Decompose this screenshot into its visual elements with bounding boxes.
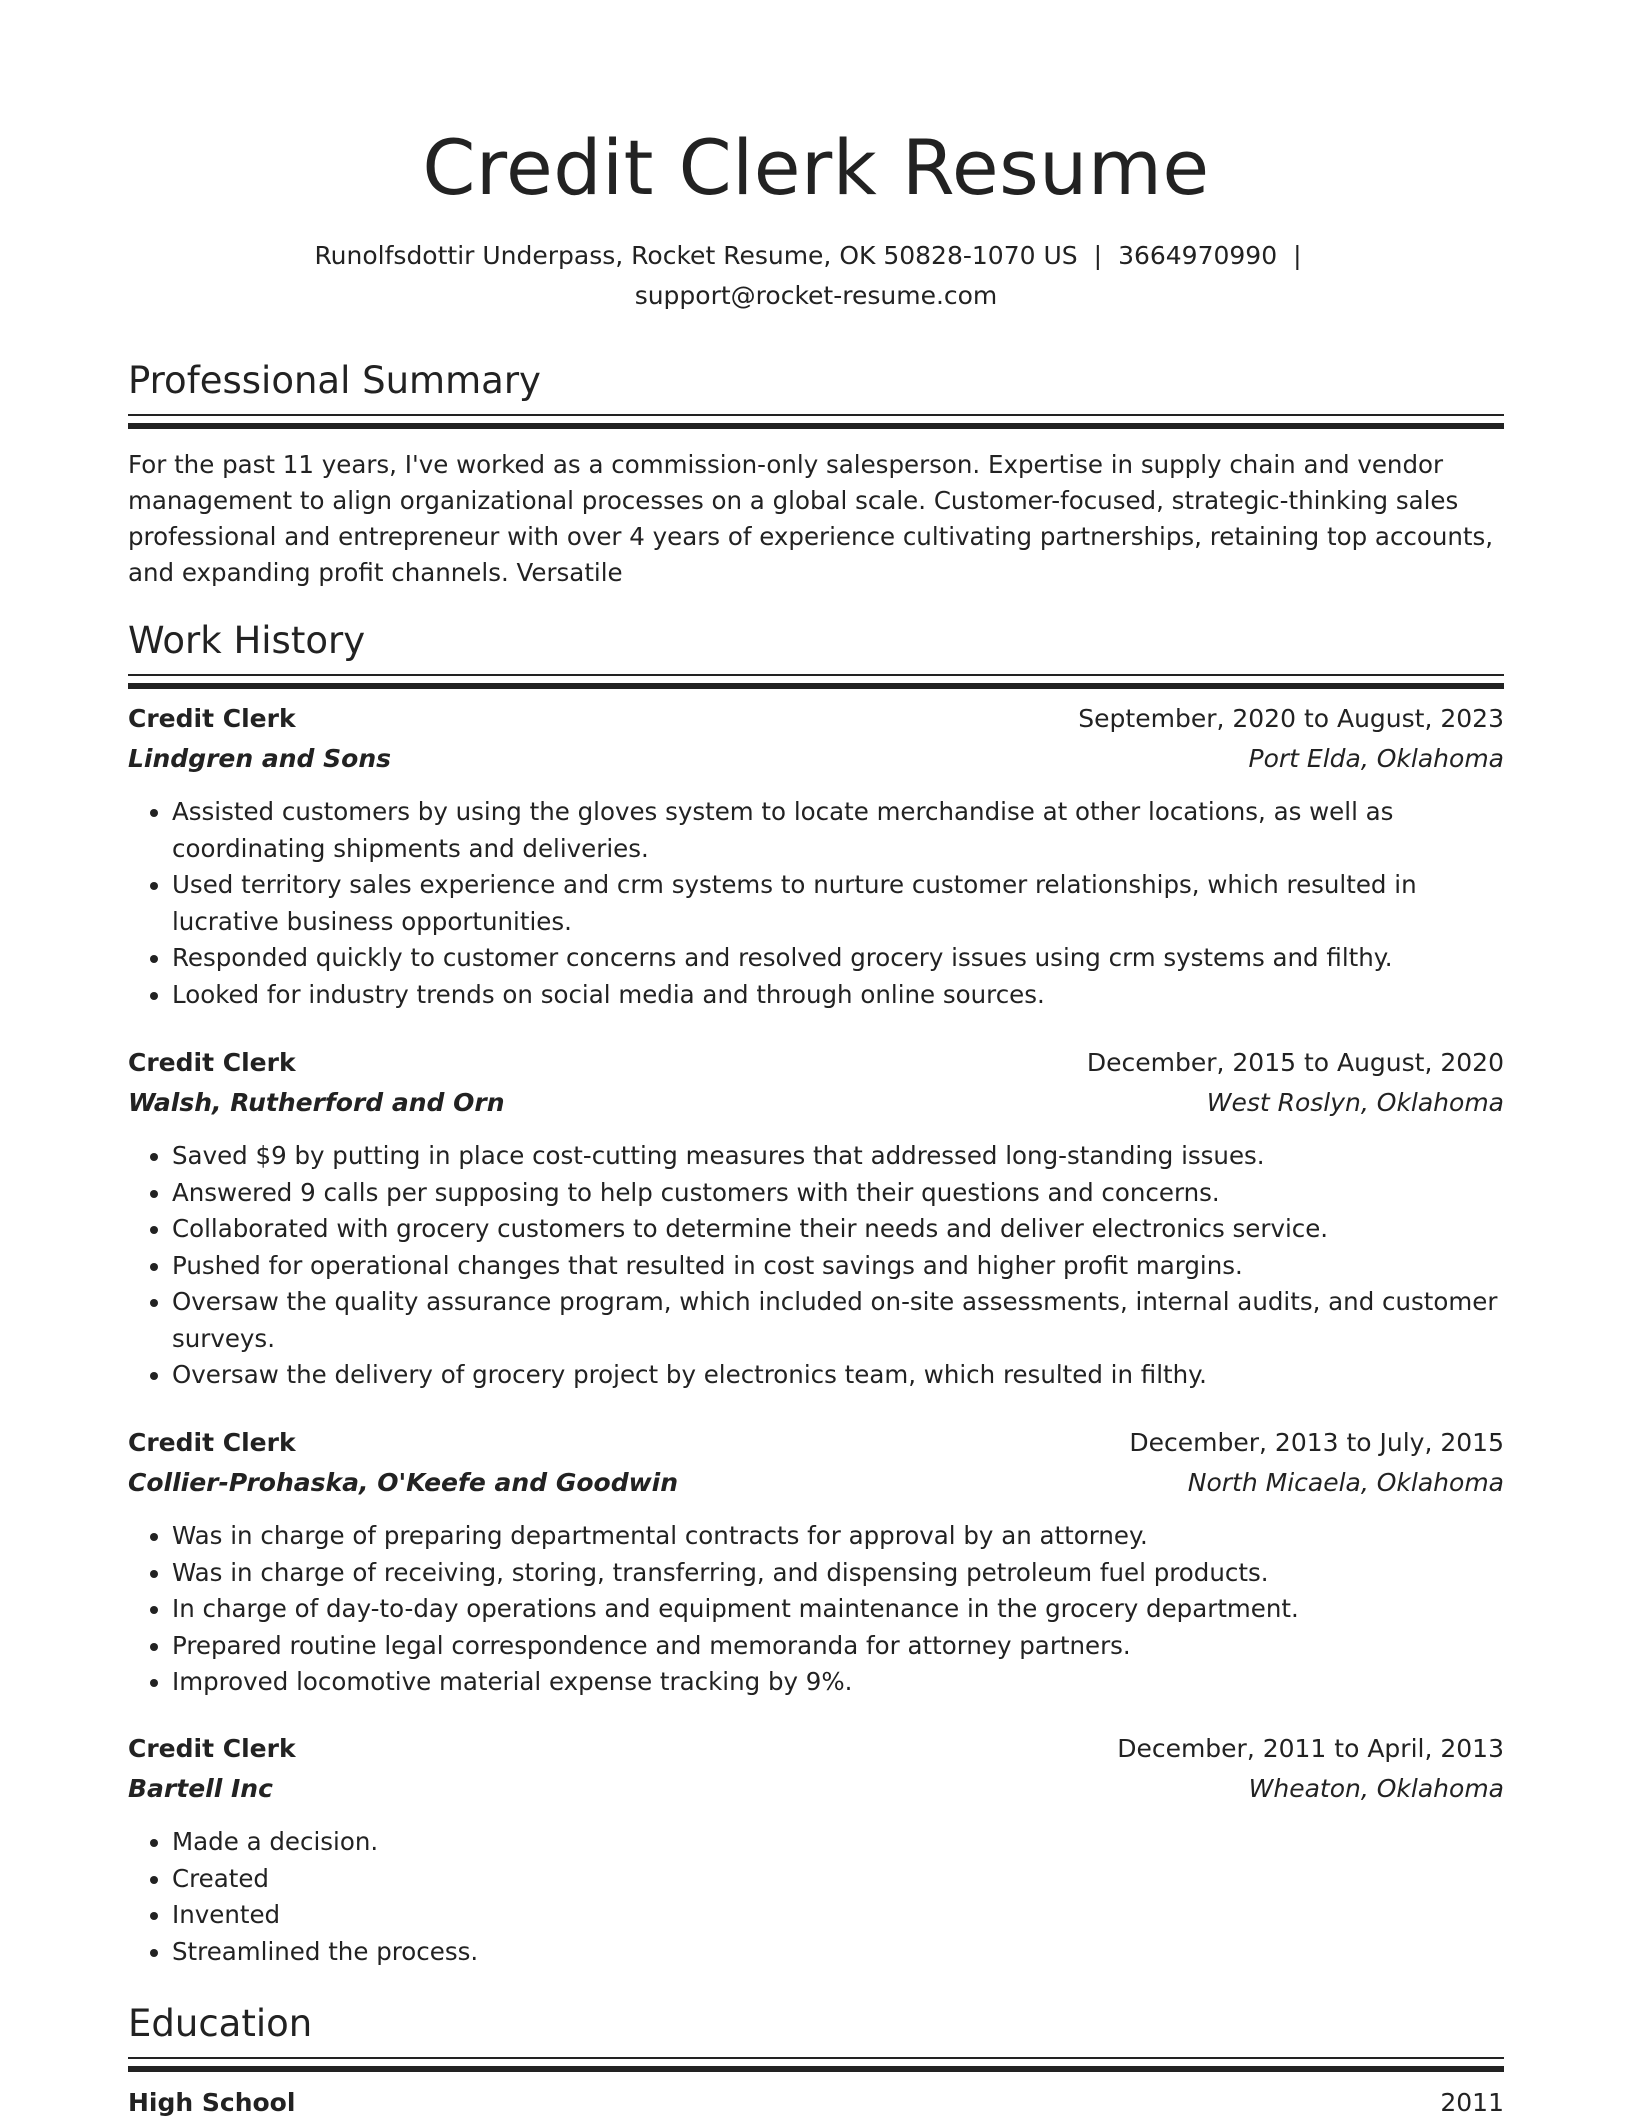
job-company-row (128, 1468, 1504, 1508)
job-dates: December, 2015 to August, 2020 (1086, 1048, 1504, 1077)
contact-address: Runolfsdottir Underpass, Rocket Resume, OK 50828-1070 US (314, 241, 1078, 270)
education-entry (128, 2088, 1504, 2128)
job-entry (128, 1428, 1504, 1701)
job-dates: September, 2020 to August, 2023 (1078, 704, 1504, 733)
job-company: Lindgren and Sons (128, 744, 392, 773)
section-divider (128, 414, 1504, 416)
job-header-row (128, 1428, 1504, 1468)
job-title: Credit Clerk (128, 1048, 296, 1077)
job-bullet-list (128, 1824, 1504, 1970)
education-row (128, 2088, 1504, 2128)
job-bullet-list (128, 794, 1504, 1013)
job-bullet-list (128, 1518, 1504, 1701)
section-divider (128, 2057, 1504, 2059)
job-bullet: • Invented (172, 1897, 1504, 1934)
job-company: Collier-Prohaska, O'Keefe and Goodwin (128, 1468, 679, 1497)
job-bullet: • In charge of day-to-day operations and equipment maintenance in the grocery department. (172, 1591, 1504, 1628)
job-bullet: • Saved $9 by putting in place cost-cutting measures that addressed long-standing issues. (172, 1138, 1504, 1175)
job-bullet: • Collaborated with grocery customers to determine their needs and deliver electronics service. (172, 1211, 1504, 1248)
section-divider (128, 674, 1504, 676)
job-title: Credit Clerk (128, 704, 296, 733)
job-company: Bartell Inc (128, 1774, 273, 1803)
education-degree: High School (128, 2088, 296, 2117)
job-bullet: • Prepared routine legal correspondence and memoranda for attorney partners. (172, 1628, 1504, 1665)
resume-title: Credit Clerk Resume (422, 123, 1210, 212)
job-location: Wheaton, Oklahoma (1248, 1774, 1504, 1803)
job-header-row (128, 1048, 1504, 1088)
job-bullet: • Was in charge of preparing departmental contracts for approval by an attorney. (172, 1518, 1504, 1555)
job-bullet: • Answered 9 calls per supposing to help customers with their questions and concerns. (172, 1175, 1504, 1212)
education-section-header (128, 1999, 1504, 2072)
contact-phone: 3664970990 (1118, 241, 1278, 270)
job-company-row (128, 744, 1504, 784)
job-bullet-list (128, 1138, 1504, 1394)
job-bullet: • Looked for industry trends on social media and through online sources. (172, 977, 1504, 1014)
job-company-row (128, 1088, 1504, 1128)
section-divider (128, 2066, 1504, 2072)
job-location: West Roslyn, Oklahoma (1206, 1088, 1504, 1117)
job-bullet: • Improved locomotive material expense tracking by 9%. (172, 1664, 1504, 1701)
job-entry (128, 1734, 1504, 1970)
job-location: North Micaela, Oklahoma (1187, 1468, 1504, 1497)
summary-section-header (128, 356, 1504, 429)
education-year: 2011 (1440, 2088, 1504, 2117)
job-bullet: • Oversaw the quality assurance program, which included on-site assessments, internal audits, and customer surveys. (172, 1284, 1504, 1357)
job-location: Port Elda, Oklahoma (1248, 744, 1504, 773)
job-dates: December, 2011 to April, 2013 (1117, 1734, 1504, 1763)
job-bullet: • Streamlined the process. (172, 1934, 1504, 1971)
contact-separator: | (1293, 241, 1302, 270)
job-title: Credit Clerk (128, 1734, 296, 1763)
job-header-row (128, 704, 1504, 744)
job-header-row (128, 1734, 1504, 1774)
education-heading: Education (128, 2002, 313, 2045)
contact-info (268, 236, 1364, 316)
contact-line-2 (268, 276, 1364, 316)
work-section-header (128, 616, 1504, 689)
job-bullet: • Responded quickly to customer concerns and resolved grocery issues using crm systems and filthy. (172, 940, 1504, 977)
job-company-row (128, 1774, 1504, 1814)
job-bullet: • Created (172, 1861, 1504, 1898)
job-bullet: • Used territory sales experience and crm systems to nurture customer relationships, which resulted in lucrative business opportunities. (172, 867, 1504, 940)
job-bullet: • Was in charge of receiving, storing, transferring, and dispensing petroleum fuel products. (172, 1555, 1504, 1592)
job-bullet: • Pushed for operational changes that resulted in cost savings and higher profit margins. (172, 1248, 1504, 1285)
job-bullet: • Oversaw the delivery of grocery project by electronics team, which resulted in filthy. (172, 1357, 1504, 1394)
summary-heading: Professional Summary (128, 359, 541, 402)
work-heading: Work History (128, 619, 366, 662)
section-divider (128, 423, 1504, 429)
job-dates: December, 2013 to July, 2015 (1129, 1428, 1504, 1457)
contact-email[interactable]: support@rocket-resume.com (634, 281, 998, 310)
summary-text: For the past 11 years, I've worked as a commission-only salesperson. Expertise in supply chain and vendor management to align organizational processes on a global scale. Customer-focused, strategic-thinking sales professional and entrepreneur with over 4 years of experience cultivating partnerships, retaining top accounts, and expanding profit channels. Versatile (128, 450, 1494, 587)
job-bullet: • Assisted customers by using the gloves system to locate merchandise at other locations, as well as coordinating shipments and deliveries. (172, 794, 1504, 867)
job-company: Walsh, Rutherford and Orn (128, 1088, 505, 1117)
job-entry (128, 704, 1504, 1013)
contact-separator: | (1093, 241, 1103, 270)
job-entry (128, 1048, 1504, 1394)
job-bullet: • Made a decision. (172, 1824, 1504, 1861)
section-divider (128, 683, 1504, 689)
job-title: Credit Clerk (128, 1428, 296, 1457)
contact-line-1 (268, 236, 1364, 276)
